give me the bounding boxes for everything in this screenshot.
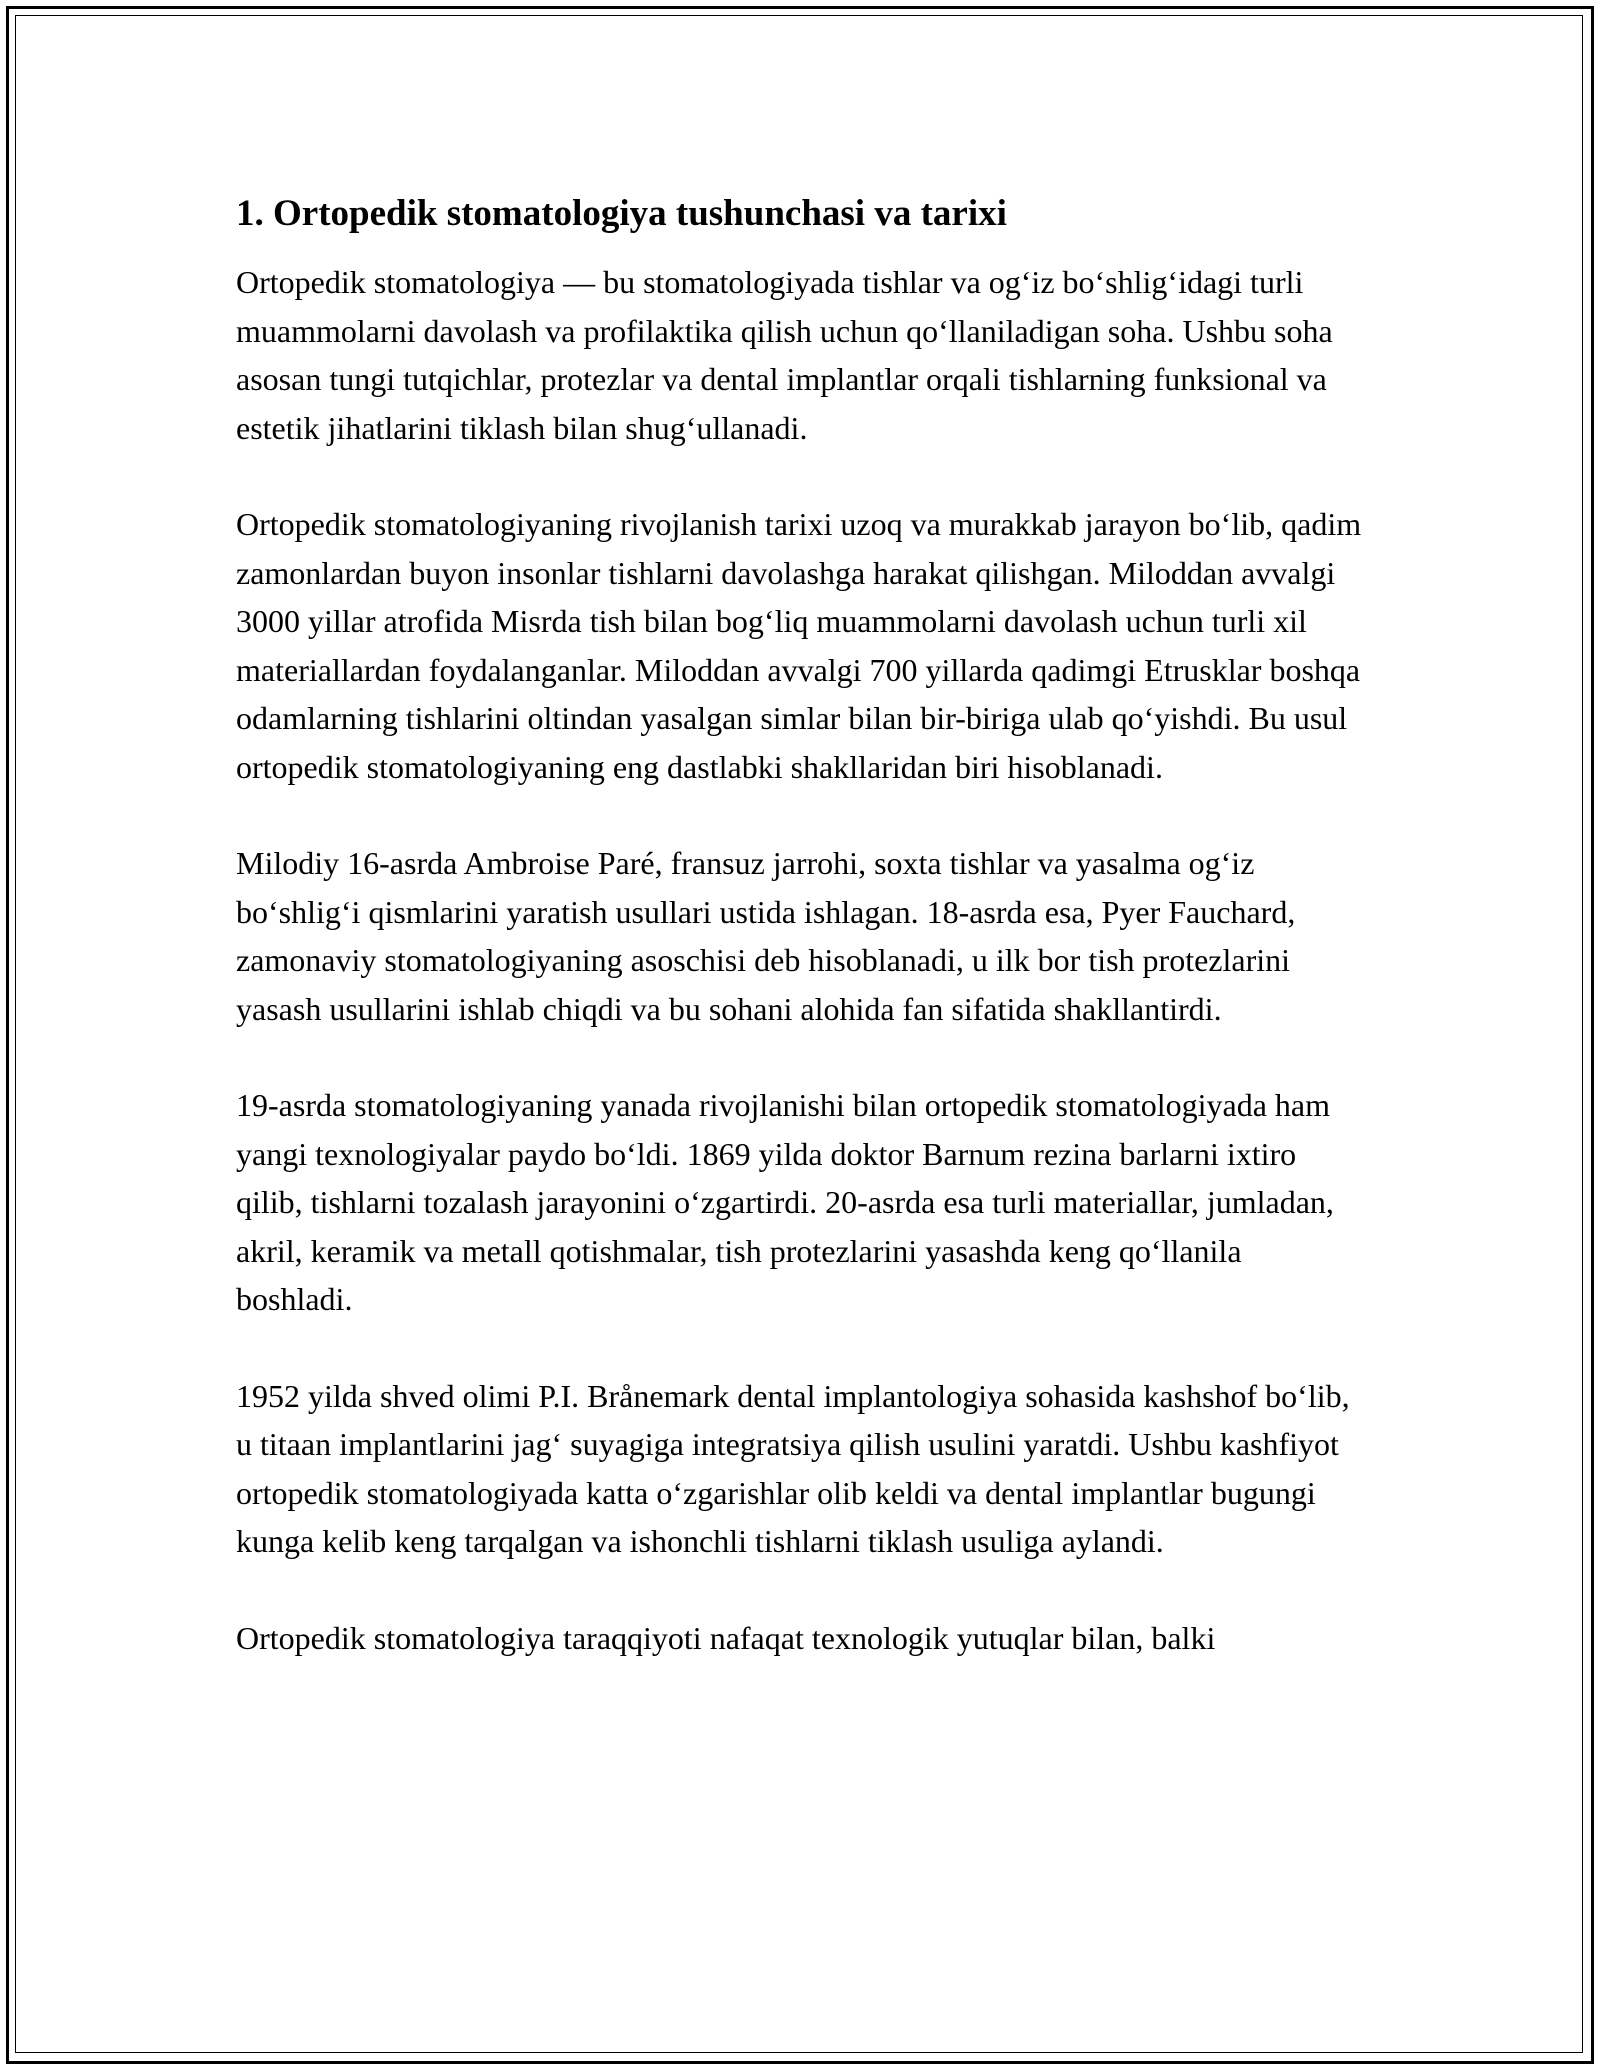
paragraph-continuation: Ortopedik stomatologiya taraqqiyoti nafaqat texnologik yutuqlar bilan, balki	[236, 1619, 1216, 1656]
paragraph-implantology: 1952 yilda shved olimi P.I. Brånemark dental implantologiya sohasida kashshof bo‘lib, u titaan implantlarini jag‘ suyagiga integratsiya qilish usulini yaratdi. Ushbu kashfiyot ortopedik stomatologiyada katta o‘zgarishlar olib keldi va dental implantlar bugungi kunga kelib keng tarqalgan va ishonchli tishlarni tiklash usuliga aylandi.	[236, 1377, 1350, 1559]
paragraph-ancient-history: Ortopedik stomatologiyaning rivojlanish tarixi uzoq va murakkab jarayon bo‘lib, qadim zamonlardan buyon insonlar tishlarni davolashga harakat qilishgan. Miloddan avvalgi 3000 yillar atrofida Misrda tish bilan bog‘liq muammolarni davolash uchun turli xil materiallardan foydalanganlar. Miloddan avvalgi 700 yillarda qadimgi Etrusklar boshqa odamlarning tishlarini oltindan yasalgan simlar bilan bir-biriga ulab qo‘yishdi. Bu usul ortopedik stomatologiyaning eng dastlabki shakllaridan biri hisoblanadi.	[236, 506, 1362, 785]
paragraph-definition: Ortopedik stomatologiya — bu stomatologiyada tishlar va og‘iz bo‘shlig‘idagi turli muammolarni davolash va profilaktika qilish uchun qo‘llaniladigan soha. Ushbu soha asosan tungi tutqichlar, protezlar va dental implantlar orqali tishlarning funksional va estetik jihatlarini tiklash bilan shug‘ullanadi.	[236, 264, 1333, 446]
paragraph-16-18-centuries: Milodiy 16-asrda Ambroise Paré, fransuz jarrohi, soxta tishlar va yasalma og‘iz bo‘shlig‘i qismlarini yaratish usullari ustida ishlagan. 18-asrda esa, Pyer Fauchard, zamonaviy stomatologiyaning asoschisi deb hisoblanadi, u ilk bor tish protezlarini yasash usullarini ishlab chiqdi va bu sohani alohida fan sifatida shakllantirdi.	[236, 845, 1296, 1027]
document-body	[236, 188, 1364, 1710]
section-heading: 1. Ortopedik stomatologiya tushunchasi va tarixi	[236, 193, 1007, 234]
paragraph-19-20-centuries: 19-asrda stomatologiyaning yanada rivojlanishi bilan ortopedik stomatologiyada ham yangi texnologiyalar paydo bo‘ldi. 1869 yilda doktor Barnum rezina barlarni ixtiro qilib, tishlarni tozalash jarayonini o‘zgartirdi. 20-asrda esa turli materiallar, jumladan, akril, keramik va metall qotishmalar, tish protezlarini yasashda keng qo‘llanila boshladi.	[236, 1087, 1334, 1317]
